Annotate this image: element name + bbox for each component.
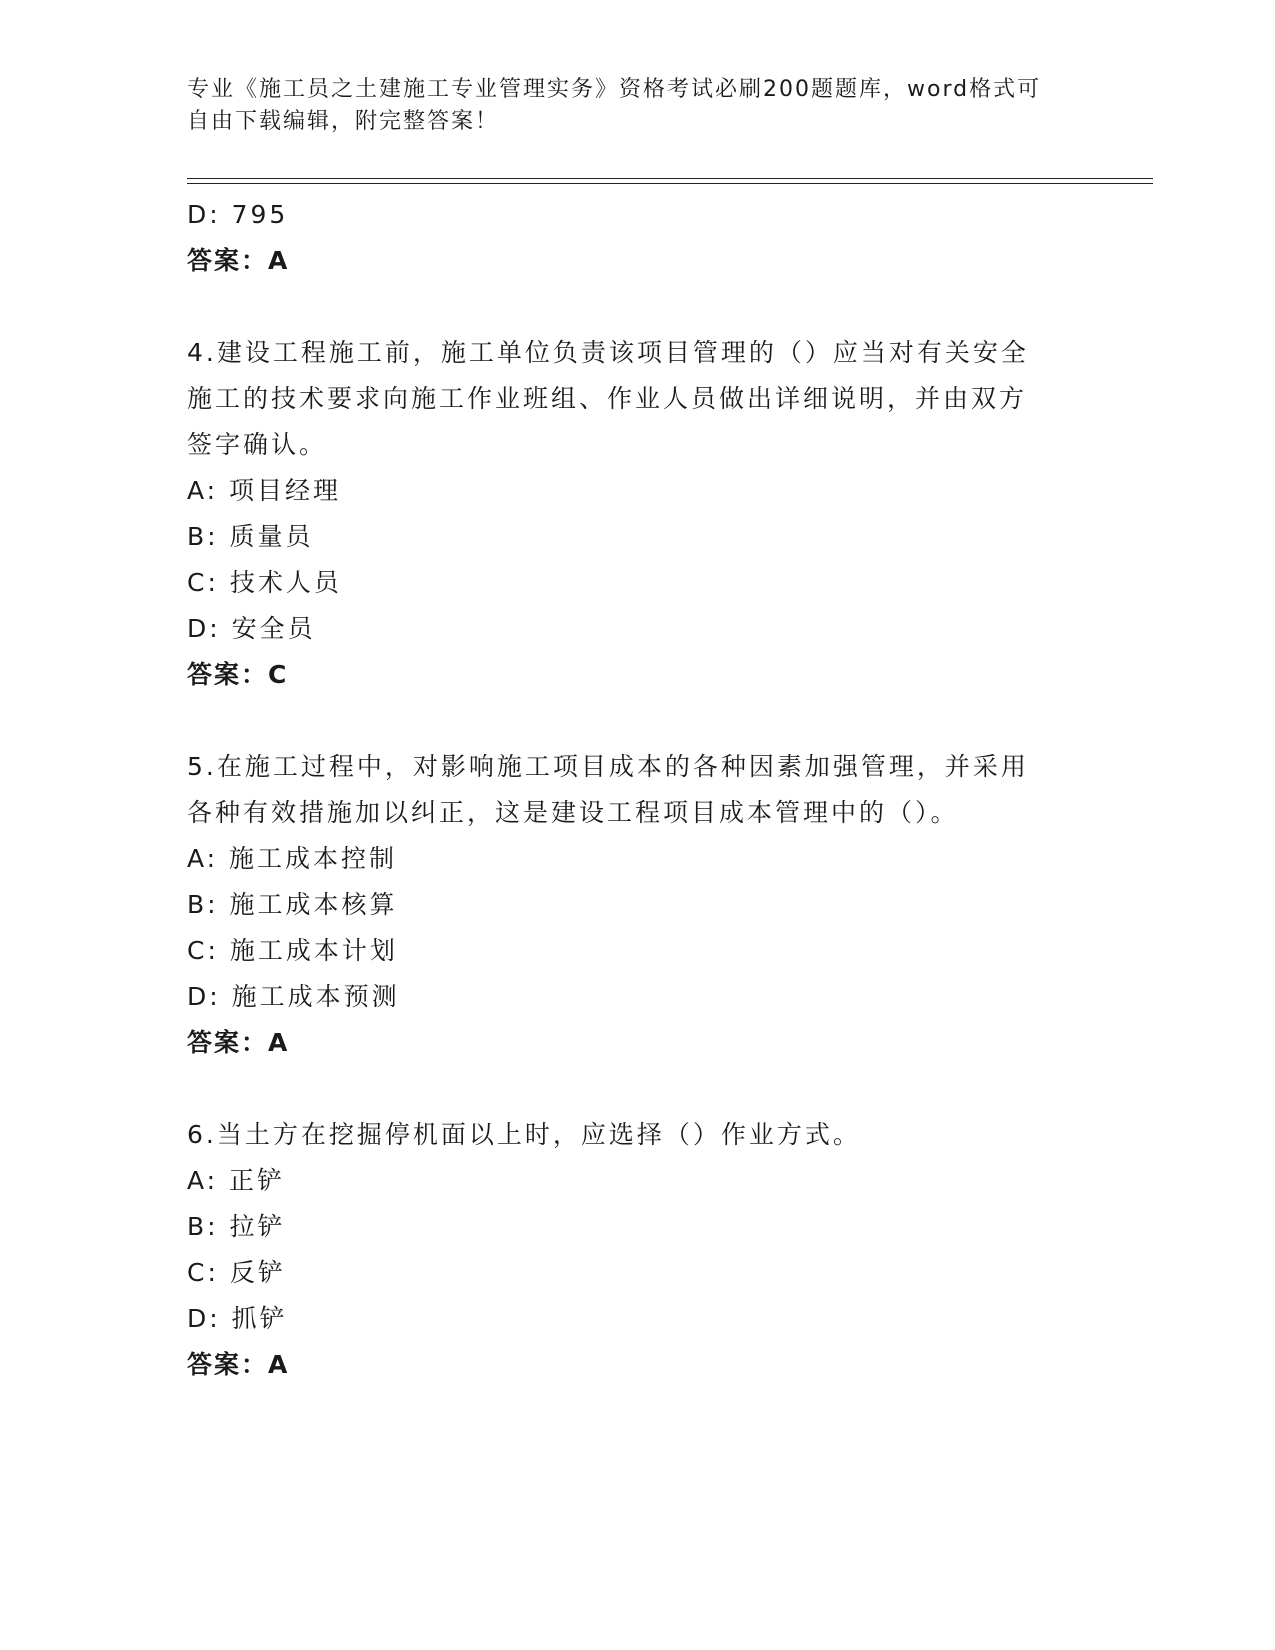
option-c: C: 反铲 — [187, 1258, 286, 1287]
question-stem — [187, 1112, 1067, 1158]
header-divider-top — [187, 178, 1153, 179]
spacer — [187, 698, 1087, 744]
stem-line: 施工的技术要求向施工作业班组、作业人员做出详细说明，并由双方 — [187, 384, 1028, 413]
stem-line: 6.当土方在挖掘停机面以上时，应选择（）作业方式。 — [187, 1120, 861, 1149]
question-stem — [187, 330, 1067, 468]
option-b: B: 拉铲 — [187, 1212, 286, 1241]
option-d: D: 抓铲 — [187, 1304, 288, 1333]
stem-line: 签字确认。 — [187, 430, 328, 459]
stem-line: 各种有效措施加以纠正，这是建设工程项目成本管理中的（）。 — [187, 798, 959, 827]
question-stem — [187, 744, 1067, 836]
answer: 答案：A — [187, 1350, 290, 1379]
answer: 答案：A — [187, 1028, 290, 1057]
option-b: B: 施工成本核算 — [187, 890, 398, 919]
option-c: C: 施工成本计划 — [187, 936, 398, 965]
answer: 答案：C — [187, 660, 289, 689]
spacer — [187, 284, 1087, 330]
option-d: D: 施工成本预测 — [187, 982, 400, 1011]
question-6 — [187, 1112, 1087, 1388]
header-line-2: 自由下载编辑，附完整答案！ — [187, 109, 500, 134]
header-line-1: 专业《施工员之土建施工专业管理实务》资格考试必刷200题题库，word格式可 — [187, 77, 1042, 102]
prev-option-d: D: 795 — [187, 200, 289, 229]
header-divider-bottom — [187, 183, 1153, 184]
option-a: A: 项目经理 — [187, 476, 342, 505]
option-b: B: 质量员 — [187, 522, 314, 551]
prev-answer: 答案：A — [187, 246, 290, 275]
stem-line: 5.在施工过程中，对影响施工项目成本的各种因素加强管理，并采用 — [187, 752, 1029, 781]
option-c: C: 技术人员 — [187, 568, 342, 597]
spacer — [187, 1066, 1087, 1112]
option-a: A: 正铲 — [187, 1166, 286, 1195]
question-4 — [187, 330, 1087, 698]
stem-line: 4.建设工程施工前，施工单位负责该项目管理的（）应当对有关安全 — [187, 338, 1029, 367]
option-d: D: 安全员 — [187, 614, 316, 643]
question-5 — [187, 744, 1087, 1066]
document-body — [187, 192, 1087, 1388]
page-header — [187, 74, 1067, 138]
option-a: A: 施工成本控制 — [187, 844, 398, 873]
